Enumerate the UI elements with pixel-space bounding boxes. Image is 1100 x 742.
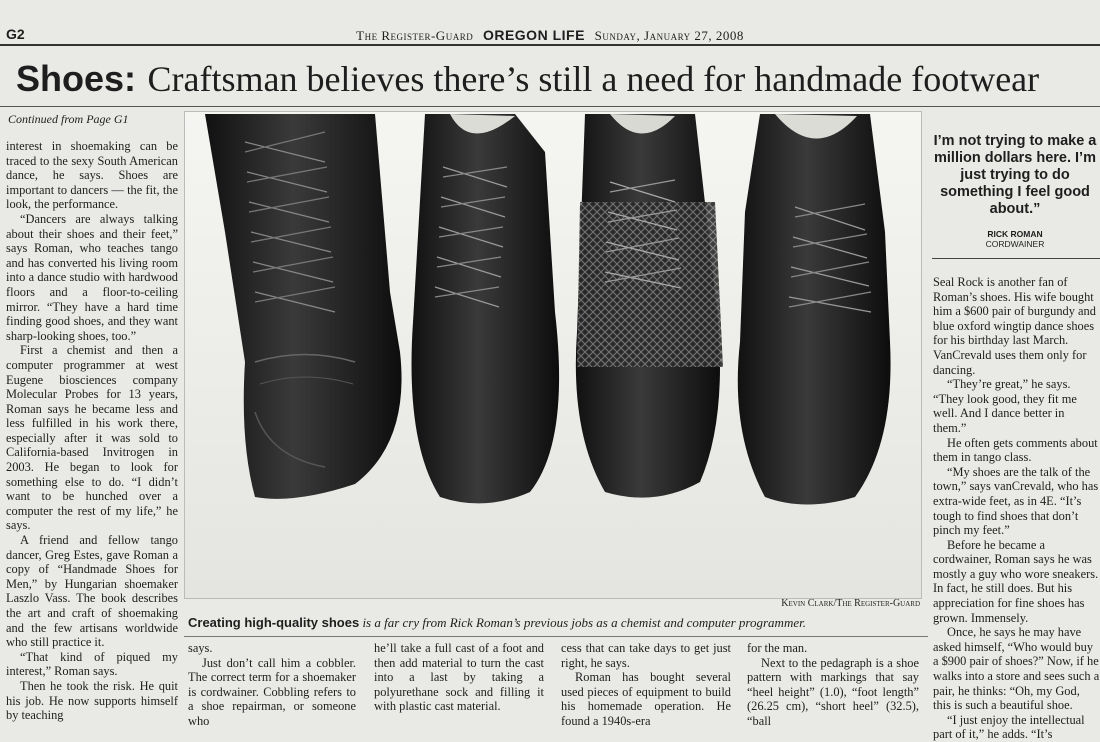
paragraph: “That kind of piqued my interest,” Roman says. — [6, 649, 178, 679]
shoes-illustration — [185, 112, 921, 598]
quote-title: CORDWAINER — [985, 239, 1045, 249]
derby-shoe — [738, 114, 891, 505]
caption-rule — [184, 636, 928, 637]
paragraph: Once, he says he may have asked himself, “Who would buy a $900 pair of shoes?” Now, if he walks into a store and sees such a pair, he thinks: “Oh, my God, this is such a beautiful shoe. — [933, 625, 1100, 713]
masthead-rule — [0, 44, 1100, 46]
paragraph: says. — [188, 641, 213, 655]
quote-name: RICK ROMAN — [987, 229, 1043, 239]
paragraph: He often gets comments about them in tango class. — [933, 435, 1098, 465]
column-4 — [561, 641, 731, 729]
masthead — [0, 27, 1100, 44]
paragraph: A friend and fellow tango dancer, Greg Estes, gave Roman a copy of “Handmade Shoes for Men,” by Hungarian shoemaker Laszlo Vass. The book describes the art and craft of shoemaking and the few artisans worldwide who still practice it. — [6, 533, 178, 650]
paragraph: First a chemist and then a computer programmer at west Eugene biosciences company Molecular Probes for 13 years, Roman says he became less and less fulfilled in his work there, especially after it was sold to California-based Invitrogen in 2003. He began to look for something else to do. “I didn’t want to be hunched over a computer the rest of my life,” he says. — [6, 343, 178, 533]
column-5 — [747, 641, 919, 729]
column-1 — [6, 139, 178, 723]
paragraph: “I just enjoy the intellectual part of it,” he adds. “It’s — [933, 712, 1085, 742]
photo-caption — [188, 615, 928, 631]
paragraph: Next to the pedagraph is a shoe pattern with markings that say “heel height” (1.0), “foot length” (26.25 cm), “short heel” (32.5), “ball — [747, 655, 919, 728]
paragraph: Before he became a cordwainer, Roman says he was mostly a guy who wore sneakers. In fact, he still does. But his appreciation for fine shoes has grown. Immensely. — [933, 537, 1099, 625]
headline-text: Craftsman believes there’s still a need for handmade footwear — [147, 59, 1040, 99]
paragraph: Roman has bought several used pieces of equipment to build his homemade operation. He found a 1940s-era — [561, 670, 731, 728]
paragraph: “Dancers are always talking about their shoes and their feet,” says Roman, who teaches tango and has converted his living room into a dance studio with hardwood floors and a floor-to-ceiling mirror. “They have a hard time finding good shoes, and they want sharp-looking shoes, too.” — [6, 211, 178, 343]
column-6 — [933, 275, 1100, 742]
paragraph: Then he took the risk. He quit his job. He now supports himself by teaching — [6, 678, 178, 723]
photo-credit: Kevin Clark/The Register-Guard — [781, 598, 920, 609]
page-number: G2 — [6, 26, 25, 42]
section-name: OREGON LIFE — [482, 27, 585, 43]
caption-lead: Creating high-quality shoes — [188, 615, 360, 630]
continued-from: Continued from Page G1 — [8, 112, 129, 126]
headline-keyword: Shoes: — [16, 58, 137, 99]
pull-quote-attribution — [930, 229, 1100, 249]
issue-date: Sunday, January 27, 2008 — [594, 28, 744, 43]
headline-rule — [0, 106, 1100, 107]
caption-text: is a far cry from Rick Roman’s previous jobs as a chemist and computer programmer. — [359, 615, 806, 630]
paragraph: he’ll take a full cast of a foot and then add material to turn the cast into a last by taking a polyurethane sock and filling it with plastic cast material. — [374, 641, 544, 714]
oxford-shoe — [412, 114, 560, 503]
pull-quote: I’m not trying to make a million dollars here. I’m just trying to do something I feel good about.” — [933, 133, 1097, 217]
paragraph: interest in shoemaking can be traced to the sexy South American dance, he says. Shoes are important to dancers — the fit, the look, the performance. — [6, 139, 178, 212]
woven-shoe — [576, 114, 723, 498]
headline — [16, 57, 1039, 102]
paragraph: cess that can take days to get just right, he says. — [561, 641, 731, 670]
paragraph: Seal Rock is another fan of Roman’s shoes. His wife bought him a $600 pair of burgundy and blue oxford wingtip dance shoes for his birthday last March. VanCrevald uses them only for dancing. — [933, 275, 1096, 377]
shoes-photo — [184, 111, 922, 599]
paragraph: “My shoes are the talk of the town,” says vanCrevald, who has extra-wide feet, as in 4E. “It’s tough to find shoes that don’t pinch my feet.” — [933, 464, 1099, 538]
paragraph: “They’re great,” he says. “They look good, they fit me well. And I dance better in them.” — [933, 377, 1077, 435]
column-2 — [188, 641, 356, 729]
column-3 — [374, 641, 544, 714]
paragraph: for the man. — [747, 641, 808, 655]
paper-name: The Register-Guard — [356, 28, 474, 43]
paragraph: Just don’t call him a cobbler. The correct term for a shoemaker is cordwainer. Cobbling refers to a shoe repairman, or someone who — [188, 655, 356, 728]
pull-quote-rule — [932, 258, 1100, 259]
